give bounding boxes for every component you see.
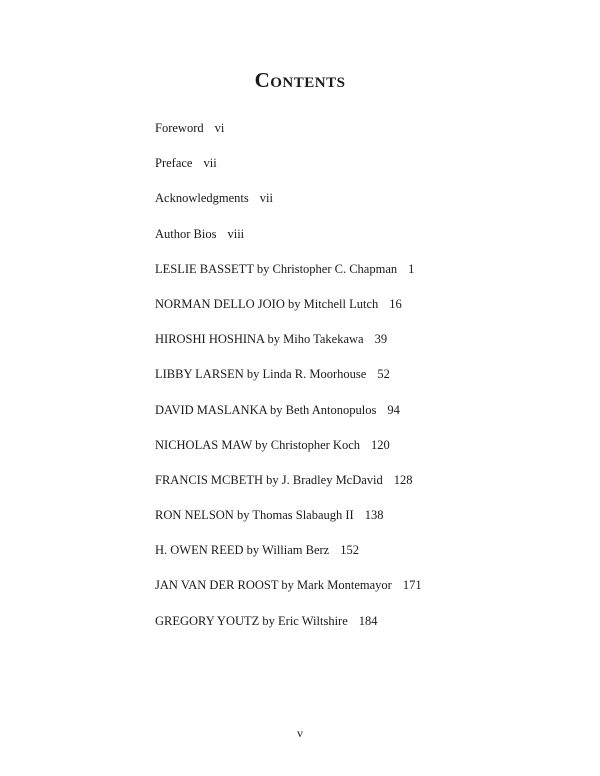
toc-entry (155, 153, 422, 188)
toc-entry-page: vi (214, 121, 225, 135)
toc-entry-title: Foreword (155, 121, 204, 135)
toc-entry-page: 16 (389, 296, 402, 311)
toc-entry-page: 94 (387, 402, 400, 417)
toc-entry-title: Author Bios (155, 226, 217, 241)
toc-entry (155, 540, 422, 575)
toc-entry-page: 120 (371, 437, 390, 452)
toc-entry-page: 171 (402, 578, 422, 593)
page-title: Contents (254, 68, 346, 92)
toc-entry-page: 52 (377, 367, 390, 382)
toc-entry (155, 470, 422, 505)
toc-entry-title: HIROSHI HOSHINA by Miho Takekawa (155, 332, 364, 347)
toc-entry-page: 184 (358, 613, 378, 628)
toc-entry-title: RON NELSON by Thomas Slabaugh II (155, 508, 354, 523)
toc-entry-title: Acknowledgments (155, 191, 249, 206)
toc-entry (155, 294, 422, 329)
toc-entry (155, 400, 422, 435)
toc-entry (155, 259, 422, 294)
toc-entry-title: Preface (155, 156, 193, 171)
toc-entry (155, 188, 422, 223)
toc-entry-page: 138 (364, 508, 384, 523)
toc-entry-page: 1 (408, 261, 415, 276)
toc-entry-page: vii (259, 191, 273, 206)
toc-entry (155, 575, 422, 610)
toc-entry-title: LIBBY LARSEN by Linda R. Moorhouse (155, 367, 367, 382)
toc-entry-title: H. OWEN REED by William Berz (155, 543, 330, 558)
toc-entry-title: GREGORY YOUTZ by Eric Wiltshire (155, 613, 348, 628)
toc-entry (155, 611, 422, 646)
toc-entry-page: 39 (374, 332, 388, 347)
toc-entry-title: NORMAN DELLO JOIO by Mitchell Lutch (155, 296, 379, 311)
toc-entry (155, 435, 422, 470)
toc-entry-title: LESLIE BASSETT by Christopher C. Chapman (155, 261, 398, 276)
toc-entry-title: JAN VAN DER ROOST by Mark Montemayor (155, 578, 392, 593)
toc-entry-page: 152 (340, 543, 359, 558)
toc-entry (155, 505, 422, 540)
toc-entry (155, 224, 422, 259)
toc-entry-title: DAVID MASLANKA by Beth Antonopulos (155, 402, 377, 417)
page-number: v (297, 726, 303, 740)
toc-entry-title: FRANCIS MCBETH by J. Bradley McDavid (155, 472, 383, 487)
table-of-contents (155, 118, 422, 646)
toc-entry (155, 329, 422, 364)
toc-entry (155, 118, 422, 153)
toc-entry (155, 364, 422, 399)
toc-entry-page: viii (227, 226, 245, 241)
toc-entry-page: 128 (393, 472, 413, 487)
toc-entry-page: vii (203, 156, 217, 171)
toc-entry-title: NICHOLAS MAW by Christopher Koch (155, 437, 361, 452)
